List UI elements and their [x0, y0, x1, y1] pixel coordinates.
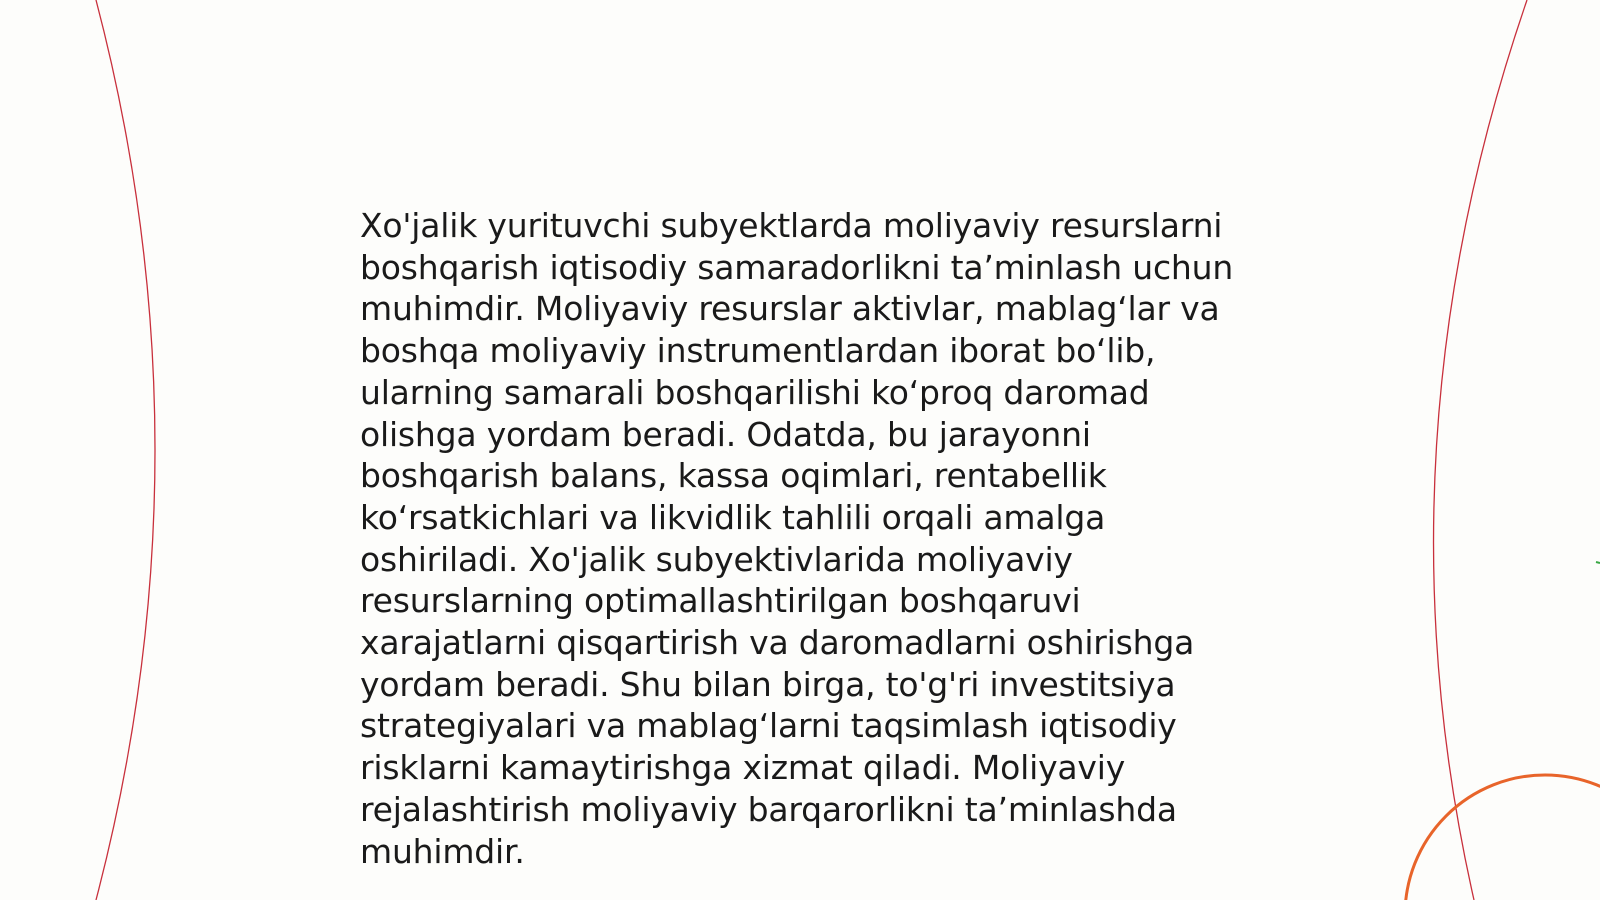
- paragraph-line: yordam beradi. Shu bilan birga, to'g'ri investitsiya: [360, 664, 1176, 704]
- paragraph-line: xarajatlarni qisqartirish va daromadlarni oshirishga: [360, 623, 1195, 663]
- paragraph-line: boshqa moliyaviy instrumentlardan iborat bo‘lib,: [360, 331, 1156, 371]
- paragraph-line: boshqarish iqtisodiy samaradorlikni ta’minlash uchun: [360, 247, 1234, 287]
- green-accent-mark: [1596, 562, 1600, 563]
- paragraph-line: muhimdir.: [360, 831, 525, 871]
- left-curve-line: [96, 0, 155, 900]
- orange-circle-arc: [1405, 775, 1600, 900]
- paragraph-line: risklarni kamaytirishga xizmat qiladi. Moliyaviy: [360, 748, 1126, 788]
- right-curve-line: [1434, 0, 1527, 900]
- paragraph-line: olishga yordam beradi. Odatda, bu jarayonni: [360, 414, 1091, 454]
- paragraph-line: rejalashtirish moliyaviy barqarorlikni ta’minlashda: [360, 789, 1177, 829]
- paragraph-text: [360, 205, 1260, 872]
- paragraph-line: Xo'jalik yurituvchi subyektlarda moliyaviy resurslarni: [360, 206, 1223, 245]
- paragraph-line: ko‘rsatkichlari va likvidlik tahlili orqali amalga: [360, 497, 1106, 537]
- paragraph-line: strategiyalari va mablag‘larni taqsimlash iqtisodiy: [360, 706, 1177, 746]
- paragraph-line: boshqarish balans, kassa oqimlari, rentabellik: [360, 456, 1107, 496]
- paragraph-line: muhimdir. Moliyaviy resurslar aktivlar, mablag‘lar va: [360, 289, 1220, 329]
- paragraph-line: resurslarning optimallashtirilgan boshqaruvi: [360, 581, 1081, 621]
- paragraph-line: ularning samarali boshqarilishi ko‘proq daromad: [360, 372, 1150, 412]
- paragraph-line: oshiriladi. Xo'jalik subyektivlarida moliyaviy: [360, 539, 1073, 579]
